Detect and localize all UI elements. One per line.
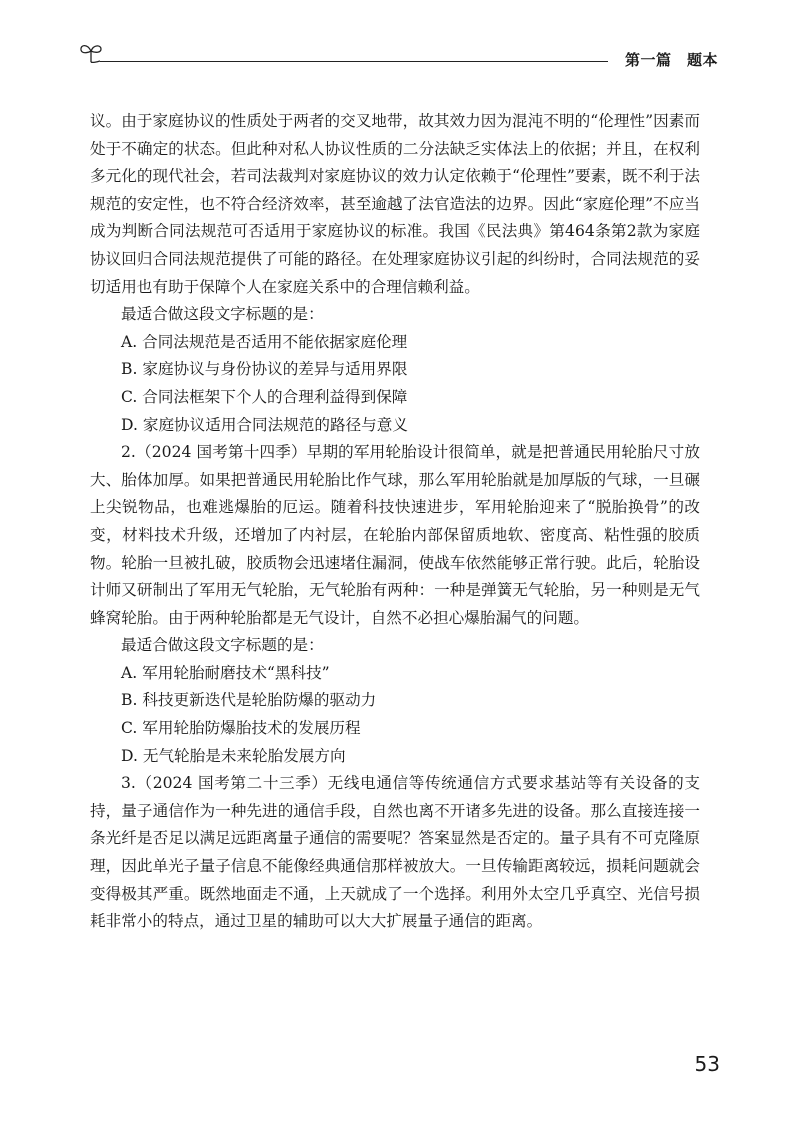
header-rule xyxy=(100,61,608,62)
option-b: B. 科技更新迭代是轮胎防爆的驱动力 xyxy=(121,691,377,710)
page-content xyxy=(90,108,700,936)
page-number: 53 xyxy=(694,1052,720,1076)
page-header xyxy=(78,40,718,80)
option-a: A. 合同法规范是否适用不能依据家庭伦理 xyxy=(121,332,408,351)
option-a: A. 军用轮胎耐磨技术“黑科技” xyxy=(121,663,330,682)
question-prompt: 最适合做这段文字标题的是： xyxy=(121,305,324,324)
option-d: D. 家庭协议适用合同法规范的路径与意义 xyxy=(121,415,408,434)
question-3-paragraph: 3.（2024 国考第二十三季）无线电通信等传统通信方式要求基站等有关设备的支持，量子通信作为一种先进的通信手段，自然也离不开诸多先进的设备。那么直接连接一条光纤是否足以满足远距离量子通信的需要呢？答案显然是否定的。量子具有不可克隆原理，因此单光子量子信息不能像经典通信那样被放大。一旦传输距离较远，损耗问题就会变得极其严重。既然地面走不通，上天就成了一个选择。利用外太空几乎真空、光信号损耗非常小的特点，通过卫星的辅助可以大大扩展量子通信的距离。 xyxy=(90,774,700,931)
leaf-sprout-icon xyxy=(78,40,104,66)
option-d: D. 无气轮胎是未来轮胎发展方向 xyxy=(121,746,346,765)
option-b: B. 家庭协议与身份协议的差异与适用界限 xyxy=(121,360,408,379)
section-title: 第一篇 题本 xyxy=(624,51,718,69)
option-c: C. 合同法框架下个人的合理利益得到保障 xyxy=(121,387,408,406)
option-c: C. 军用轮胎防爆胎技术的发展历程 xyxy=(121,719,361,738)
intro-paragraph: 议。由于家庭协议的性质处于两者的交叉地带，故其效力因为混沌不明的“伦理性”因素而处于不确定的状态。但此种对私人协议性质的二分法缺乏实体法上的依据；并且，在权利多元化的现代社会，若司法裁判对家庭协议的效力认定依赖于“伦理性”要素，既不利于法规范的安定性，也不符合经济效率，甚至逾越了法官造法的边界。因此“家庭伦理”不应当成为判断合同法规范可否适用于家庭协议的标准。我国《民法典》第464条第2款为家庭协议回归合同法规范提供了可能的路径。在处理家庭协议引起的纠纷时，合同法规范的妥切适用也有助于保障个人在家庭关系中的合理信赖利益。 xyxy=(90,112,700,296)
question-2-paragraph: 2.（2024 国考第十四季）早期的军用轮胎设计很简单，就是把普通民用轮胎尺寸放大、胎体加厚。如果把普通民用轮胎比作气球，那么军用轮胎就是加厚版的气球，一旦碾上尖锐物品，也难逃爆胎的厄运。随着科技快速进步，军用轮胎迎来了“脱胎换骨”的改变，材料技术升级，还增加了内衬层，在轮胎内部保留质地软、密度高、粘性强的胶质物。轮胎一旦被扎破，胶质物会迅速堵住漏洞，使战车依然能够正常行驶。此后，轮胎设计师又研制出了军用无气轮胎，无气轮胎有两种：一种是弹簧无气轮胎，另一种则是无气蜂窝轮胎。由于两种轮胎都是无气设计，自然不必担心爆胎漏气的问题。 xyxy=(90,443,700,627)
question-prompt: 最适合做这段文字标题的是： xyxy=(121,636,324,655)
